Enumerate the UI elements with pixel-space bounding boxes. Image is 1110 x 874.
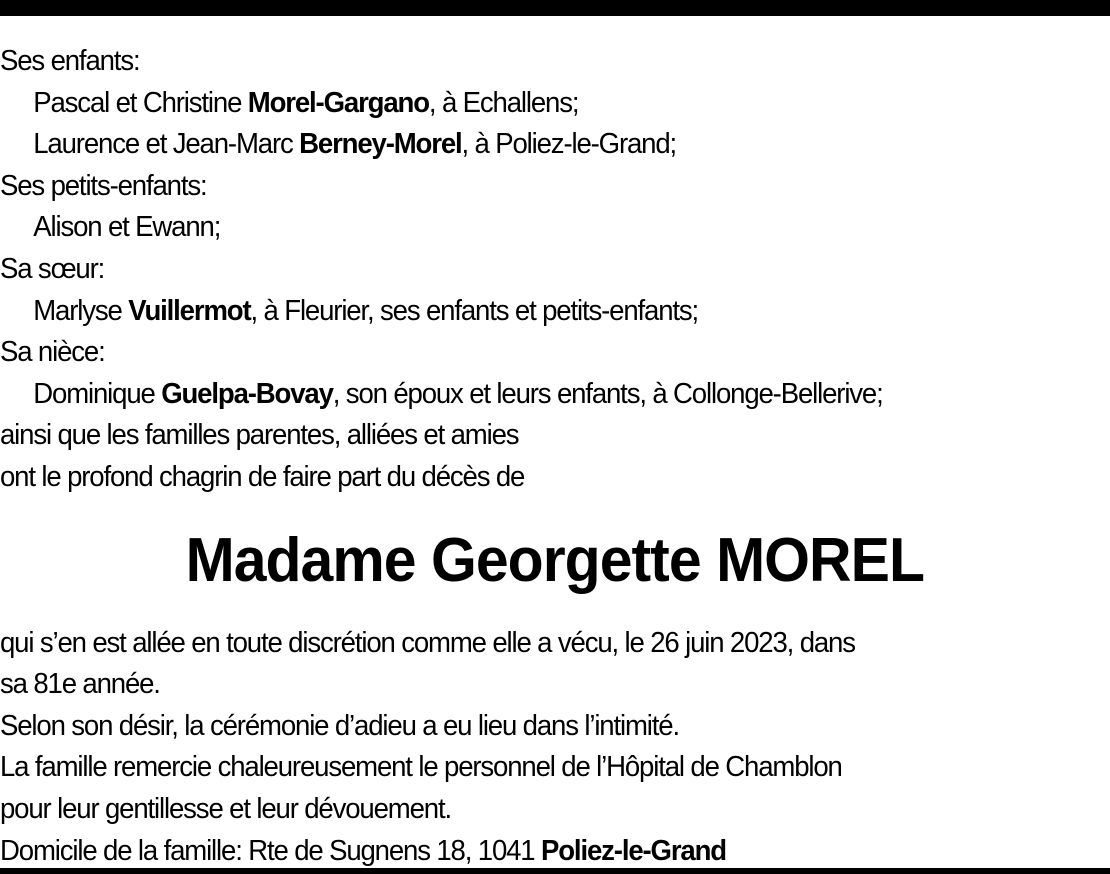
family-name: Morel-Gargano (247, 86, 429, 119)
sister-heading: Sa sœur: (0, 252, 105, 285)
top-border (0, 0, 1110, 16)
entry-prefix: Alison et Ewann; (33, 211, 221, 244)
address-locality: Poliez-le-Grand (541, 834, 726, 867)
bottom-border (0, 868, 1110, 874)
family-name: Vuillermot (128, 294, 251, 327)
family-entry (0, 291, 1055, 333)
entry-prefix: Dominique (33, 377, 162, 410)
detail-line: La famille remercie chaleureusement le personnel de l’Hôpital de Chamblon (0, 751, 842, 784)
family-name: Berney-Morel (299, 128, 462, 161)
family-entry (0, 124, 1055, 166)
detail-line: Selon son désir, la cérémonie d’adieu a eu lieu dans l’intimité. (0, 709, 679, 742)
entry-suffix: , à Poliez-le-Grand; (461, 128, 677, 161)
detail-line: pour leur gentillesse et leur dévouement. (0, 792, 451, 825)
family-address (0, 831, 1055, 873)
entry-prefix: Laurence et Jean-Marc (33, 128, 300, 161)
entry-suffix: , à Echallens; (428, 86, 579, 119)
address-text: Domicile de la famille: Rte de Sugnens 18, 1041 (0, 834, 542, 867)
family-name: Guelpa-Bovay (161, 377, 333, 410)
entry-prefix: Pascal et Christine (33, 86, 248, 119)
entry-suffix: , son époux et leurs enfants, à Collonge-Bellerive; (332, 377, 883, 410)
grandchildren-heading: Ses petits-enfants: (0, 169, 207, 202)
entry-prefix: Marlyse (33, 294, 129, 327)
family-entry (0, 374, 1055, 416)
entry-suffix: , à Fleurier, ses enfants et petits-enfants; (250, 294, 699, 327)
detail-line: qui s’en est allée en toute discrétion comme elle a vécu, le 26 juin 2023, dans (0, 626, 855, 659)
obituary-notice (0, 41, 1055, 872)
children-heading: Ses enfants: (0, 45, 140, 77)
closing-line: ont le profond chagrin de faire part du décès de (0, 460, 525, 493)
niece-heading: Sa nièce: (0, 336, 105, 369)
closing-line: ainsi que les familles parentes, alliées et amies (0, 419, 519, 452)
deceased-name: Madame Georgette MOREL (185, 525, 924, 595)
detail-line: sa 81e année. (0, 668, 160, 701)
family-entry (0, 207, 1055, 249)
family-entry (0, 83, 1055, 125)
